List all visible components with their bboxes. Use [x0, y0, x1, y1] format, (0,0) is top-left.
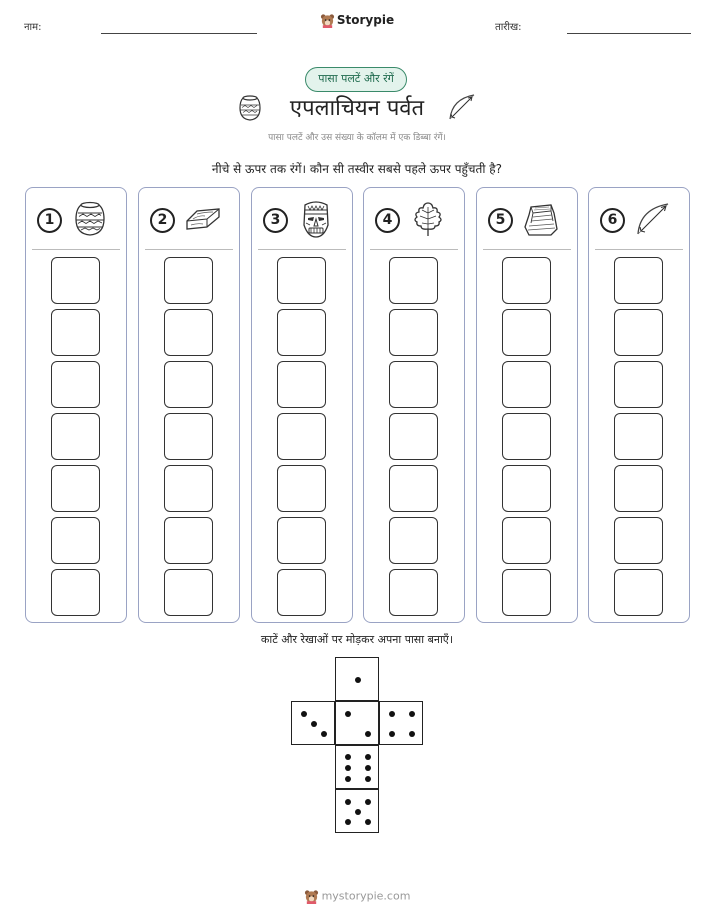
coloring-box[interactable] — [502, 465, 551, 512]
coloring-box[interactable] — [389, 517, 438, 564]
column-number: 1 — [37, 208, 62, 233]
column-2 — [138, 187, 240, 623]
brand-name: Storypie — [336, 13, 395, 27]
coloring-box[interactable] — [389, 413, 438, 460]
coloring-box[interactable] — [389, 361, 438, 408]
column-divider — [370, 249, 458, 250]
coloring-box[interactable] — [277, 569, 326, 616]
dice-pip — [365, 731, 371, 737]
coloring-box[interactable] — [614, 413, 663, 460]
footer — [0, 889, 714, 904]
coloring-box[interactable] — [51, 569, 100, 616]
rock-formation-icon — [521, 199, 561, 243]
dice-pip — [355, 809, 361, 815]
dice-face-3 — [291, 701, 335, 745]
coloring-box[interactable] — [389, 257, 438, 304]
dice-pip — [301, 711, 307, 717]
dice-pip — [345, 754, 351, 760]
coloring-box[interactable] — [164, 465, 213, 512]
dice-pip — [365, 754, 371, 760]
coloring-box[interactable] — [51, 309, 100, 356]
dice-face-4 — [379, 701, 423, 745]
activity-badge: पासा पलटें और रंगें — [305, 67, 407, 92]
dice-pip — [345, 799, 351, 805]
column-divider — [32, 249, 120, 250]
coloring-box[interactable] — [614, 257, 663, 304]
coloring-box[interactable] — [164, 309, 213, 356]
coloring-box[interactable] — [164, 569, 213, 616]
coloring-box[interactable] — [164, 257, 213, 304]
column-5 — [476, 187, 578, 623]
dice-pip — [355, 677, 361, 683]
dice-pip — [365, 765, 371, 771]
coloring-box[interactable] — [389, 309, 438, 356]
coloring-box[interactable] — [389, 465, 438, 512]
dice-face-5 — [335, 789, 379, 833]
column-1 — [25, 187, 127, 623]
coloring-box[interactable] — [614, 465, 663, 512]
stone-slab-icon — [183, 199, 223, 243]
coloring-box[interactable] — [614, 309, 663, 356]
name-label: नाम: — [24, 22, 42, 33]
dice-pip — [365, 799, 371, 805]
dice-pip — [389, 711, 395, 717]
coloring-box[interactable] — [502, 413, 551, 460]
date-label: तारीख: — [495, 22, 522, 33]
coloring-box[interactable] — [502, 361, 551, 408]
coloring-box[interactable] — [164, 517, 213, 564]
brand-logo — [0, 13, 714, 28]
instruction: नीचे से ऊपर तक रंगें। कौन सी तस्वीर सबसे पहले ऊपर पहुँचती है? — [211, 162, 503, 176]
column-divider — [145, 249, 233, 250]
bow-arrow-icon — [446, 91, 478, 123]
coloring-box[interactable] — [51, 361, 100, 408]
column-number: 4 — [375, 208, 400, 233]
page-title: एपलाचियन पर्वत — [289, 96, 425, 121]
dice-pip — [345, 819, 351, 825]
subtitle: पासा पलटें और उस संख्या के कॉलम में एक डिब्बा रंगें। — [268, 133, 446, 143]
coloring-box[interactable] — [614, 361, 663, 408]
dice-instruction: काटें और रेखाओं पर मोड़कर अपना पासा बनाएँ। — [260, 633, 454, 646]
coloring-box[interactable] — [389, 569, 438, 616]
column-4 — [363, 187, 465, 623]
column-number: 5 — [488, 208, 513, 233]
dice-face-1 — [335, 657, 379, 701]
column-divider — [483, 249, 571, 250]
name-line — [101, 33, 257, 34]
dice-face-2 — [335, 701, 379, 745]
bear-icon — [304, 889, 319, 904]
coloring-box[interactable] — [164, 361, 213, 408]
coloring-box[interactable] — [51, 257, 100, 304]
dice-pip — [365, 819, 371, 825]
dice-pip — [409, 711, 415, 717]
dice-pip — [345, 765, 351, 771]
coloring-box[interactable] — [51, 465, 100, 512]
coloring-box[interactable] — [277, 361, 326, 408]
dice-pip — [365, 776, 371, 782]
coloring-box[interactable] — [277, 257, 326, 304]
bow-arrow-icon — [633, 199, 673, 243]
coloring-box[interactable] — [277, 517, 326, 564]
column-3 — [251, 187, 353, 623]
column-number: 2 — [150, 208, 175, 233]
oak-leaf-icon — [408, 199, 448, 243]
footer-site: mystorypie.com — [321, 889, 411, 903]
bear-icon — [320, 13, 335, 28]
dice-pip — [321, 731, 327, 737]
coloring-box[interactable] — [502, 569, 551, 616]
tribal-mask-icon — [296, 199, 336, 243]
coloring-box[interactable] — [277, 413, 326, 460]
column-number: 6 — [600, 208, 625, 233]
column-number: 3 — [263, 208, 288, 233]
coloring-box[interactable] — [502, 309, 551, 356]
dice-pip — [409, 731, 415, 737]
column-divider — [258, 249, 346, 250]
clay-pot-icon — [70, 199, 110, 243]
coloring-box[interactable] — [614, 517, 663, 564]
dice-pip — [345, 776, 351, 782]
column-divider — [595, 249, 683, 250]
coloring-box[interactable] — [502, 517, 551, 564]
coloring-box[interactable] — [164, 413, 213, 460]
dice-pip — [389, 731, 395, 737]
coloring-box[interactable] — [614, 569, 663, 616]
coloring-box[interactable] — [51, 517, 100, 564]
coloring-box[interactable] — [502, 257, 551, 304]
dice-face-6 — [335, 745, 379, 789]
dice-pip — [311, 721, 317, 727]
column-6 — [588, 187, 690, 623]
date-line — [567, 33, 691, 34]
coloring-box[interactable] — [277, 309, 326, 356]
coloring-box[interactable] — [277, 465, 326, 512]
coloring-box[interactable] — [51, 413, 100, 460]
dice-pip — [345, 711, 351, 717]
